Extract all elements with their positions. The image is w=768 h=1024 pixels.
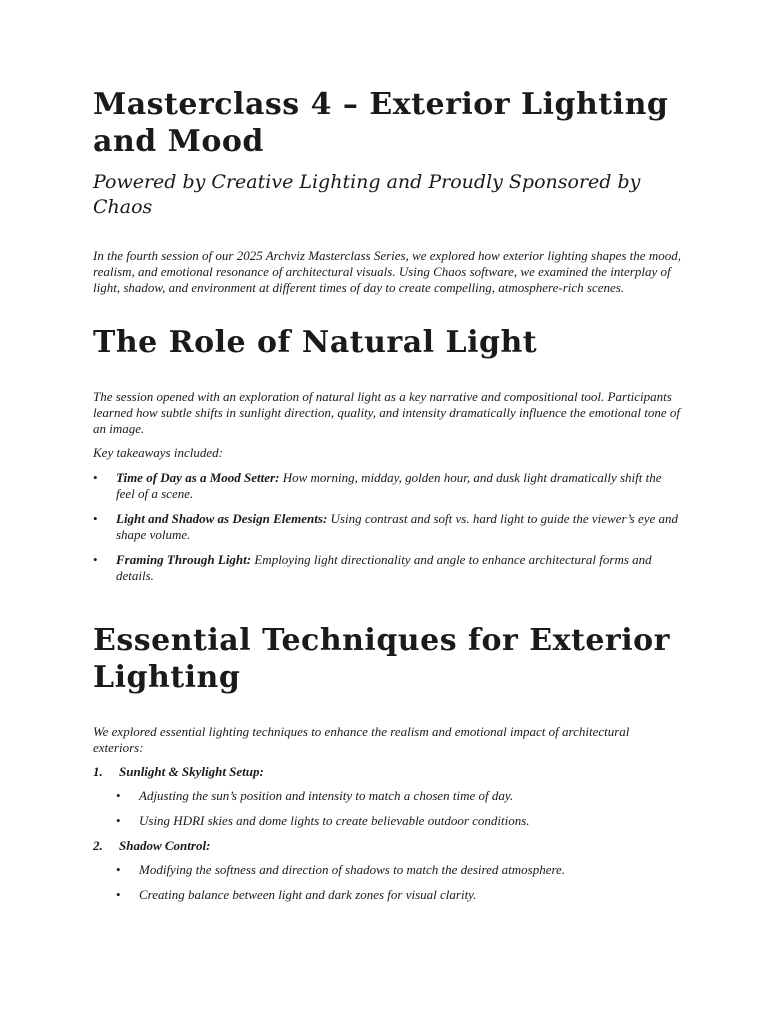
takeaways-intro: Key takeaways included: — [93, 445, 223, 460]
intro-paragraph: In the fourth session of our 2025 Archviz Masterclass Series, we explored how exterior lighting shapes the mood, realism, and emotional resonance of architectural visuals. Using Chaos software, we examined the interplay of light, shadow, and environment at different times of day to create compelling, atmosphere-rich scenes. — [93, 248, 681, 295]
sub-list — [93, 788, 683, 829]
item-number: 2. — [93, 838, 103, 853]
takeaway-term: Framing Through Light: — [116, 552, 252, 567]
takeaway-term: Time of Day as a Mood Setter: — [116, 470, 280, 485]
document-page — [93, 86, 683, 912]
takeaway-text: How morning, midday, golden hour, and dusk light dramatically shift the feel of a scene. — [116, 470, 662, 501]
list-item: • Modifying the softness and direction of shadows to match the desired atmosphere. — [139, 862, 683, 878]
list-item: • Adjusting the sun’s position and intensity to match a chosen time of day. — [139, 788, 683, 804]
list-item: • Creating balance between light and dark zones for visual clarity. — [139, 887, 683, 903]
natural-light-paragraph: The session opened with an exploration of natural light as a key narrative and compositional tool. Participants learned how subtle shifts in sunlight direction, quality, and intensity dramatically influence the emotional tone of an image. — [93, 389, 680, 436]
list-item: • Using HDRI skies and dome lights to create believable outdoor conditions. — [139, 813, 683, 829]
takeaway-text: Employing light directionality and angle to enhance architectural forms and details. — [116, 552, 652, 583]
takeaway-text: Using contrast and soft vs. hard light to guide the viewer’s eye and shape volume. — [116, 511, 679, 542]
section-heading-techniques: Essential Techniques for Exterior Lighting — [93, 623, 670, 695]
takeaway-term: Light and Shadow as Design Elements: — [116, 511, 328, 526]
numbered-item — [93, 838, 683, 854]
document-subtitle: Powered by Creative Lighting and Proudly Sponsored by Chaos — [93, 171, 641, 218]
numbered-item — [93, 764, 683, 780]
sub-list — [93, 862, 683, 903]
item-number: 1. — [93, 764, 103, 779]
item-title: Sunlight & Skylight Setup: — [119, 764, 264, 779]
section-heading-natural-light: The Role of Natural Light — [93, 325, 538, 360]
techniques-paragraph: We explored essential lighting techniques to enhance the realism and emotional impact of architectural exteriors: — [93, 724, 630, 755]
list-item — [93, 552, 683, 584]
list-item — [93, 511, 683, 543]
document-title: Masterclass 4 – Exterior Lighting and Mood — [93, 87, 669, 159]
takeaways-list — [93, 470, 683, 584]
item-title: Shadow Control: — [119, 838, 211, 853]
list-item — [93, 470, 683, 502]
